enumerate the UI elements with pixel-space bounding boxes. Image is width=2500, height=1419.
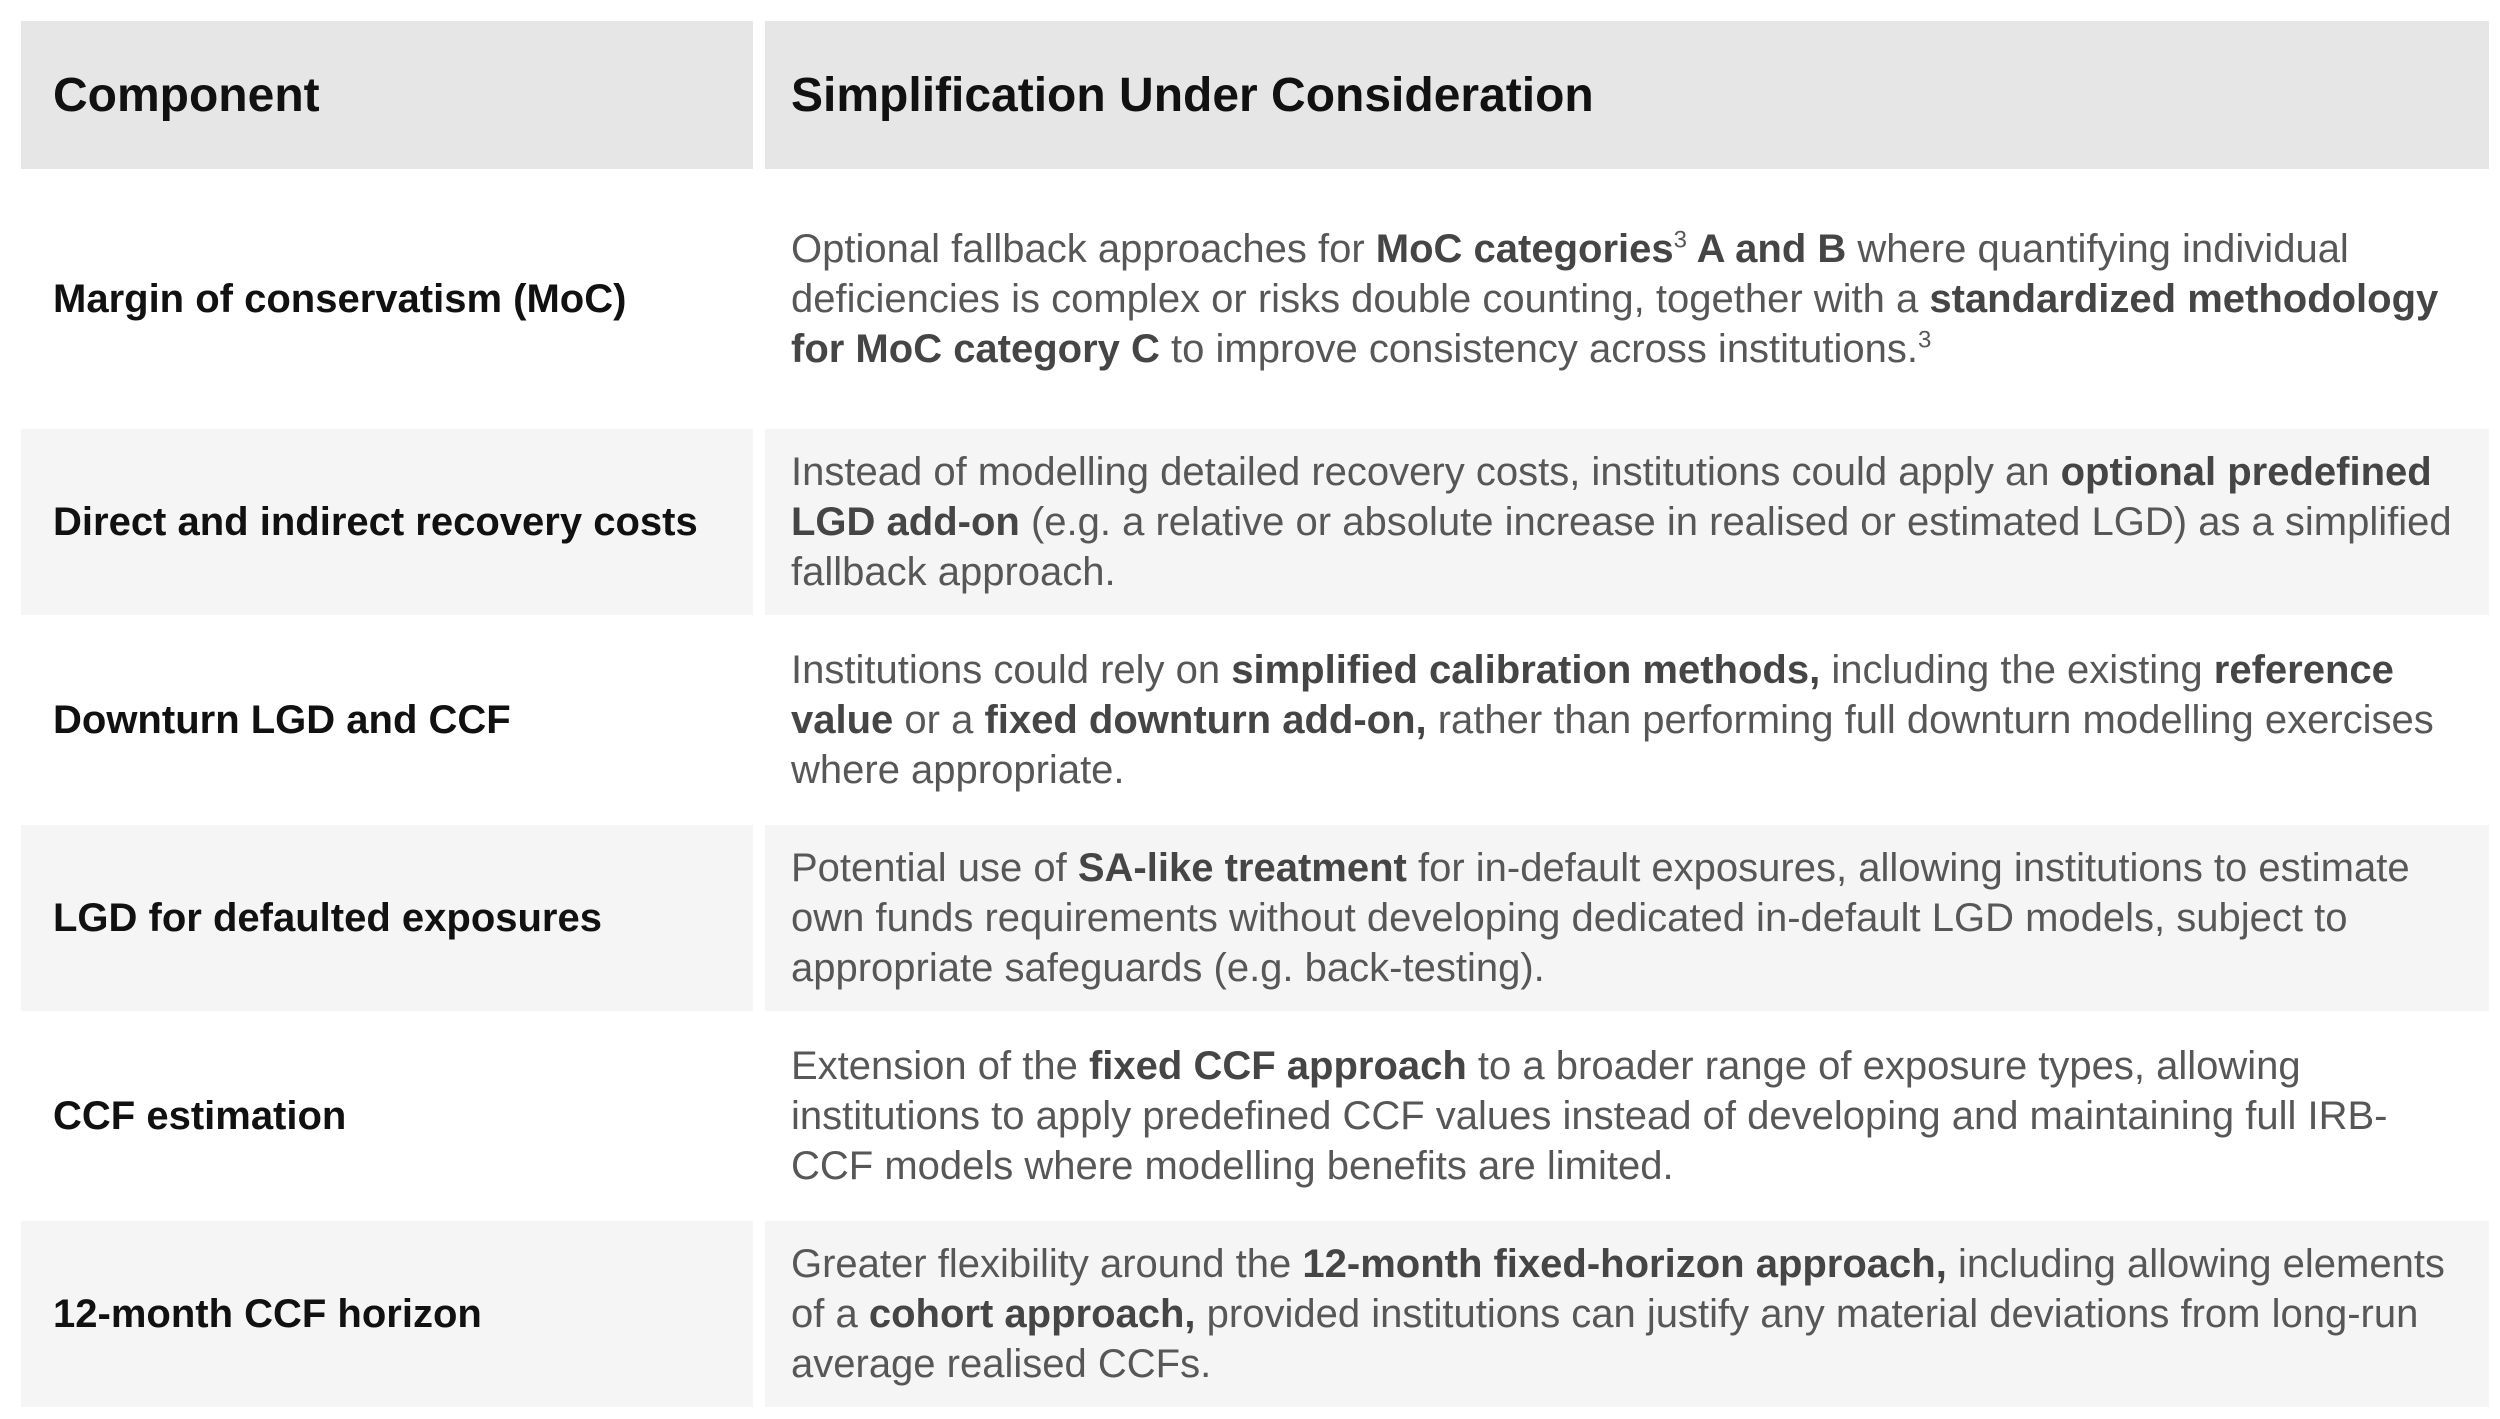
body-text: rather than performing full downturn modelling exercises where appropriate.: [791, 698, 2434, 792]
component-label: LGD for defaulted exposures: [53, 896, 602, 940]
body-text: or a: [893, 698, 985, 742]
emphasis-text: simplified calibration methods,: [1231, 648, 1821, 692]
body-text: including allowing elements of a: [791, 1242, 2445, 1336]
body-text: provided institutions can justify any material deviations from long-run average realised CCFs.: [791, 1292, 2419, 1386]
body-text: Institutions could rely on: [791, 648, 1232, 692]
emphasis-text: A and B: [1687, 227, 1847, 271]
table-row: [21, 429, 2489, 615]
emphasis-text: cohort approach,: [868, 1292, 1196, 1336]
simplification-text: [791, 224, 2459, 374]
table-header-row: [21, 21, 2489, 169]
emphasis-text: standardized methodology for MoC category C: [791, 277, 2439, 371]
body-text: Instead of modelling detailed recovery costs, institutions could apply an: [791, 450, 2061, 494]
body-text: Optional fallback approaches for: [791, 227, 1376, 271]
simplification-text: [791, 1239, 2459, 1389]
simplification-text: [791, 447, 2459, 597]
footnote-ref: 3: [1918, 326, 1932, 354]
body-text: including the existing: [1820, 648, 2214, 692]
component-label: Direct and indirect recovery costs: [53, 500, 698, 544]
footnote-ref: 3: [1673, 226, 1688, 254]
body-text: Extension of the: [791, 1044, 1089, 1088]
simplification-text: [791, 1041, 2459, 1191]
body-text: Greater flexibility around the: [791, 1242, 1303, 1286]
component-label: 12-month CCF horizon: [53, 1292, 482, 1336]
table-row: [21, 627, 2489, 813]
emphasis-text: MoC categories: [1375, 227, 1674, 271]
simplification-text: [791, 645, 2459, 795]
body-text: where quantifying individual deficiencies is complex or risks double counting, together with a: [791, 227, 2349, 321]
component-label: CCF estimation: [53, 1094, 347, 1138]
body-text: to improve consistency across institutions.: [1159, 327, 1919, 371]
emphasis-text: fixed CCF approach: [1088, 1044, 1467, 1088]
header-component: Component: [21, 21, 753, 169]
simplification-text: [791, 843, 2459, 993]
body-text: to a broader range of exposure types, allowing institutions to apply predefined CCF values instead of developing and maintaining full IRB-CCF models where modelling benefits are limited.: [791, 1044, 2388, 1188]
header-simplification: Simplification Under Consideration: [765, 21, 2489, 169]
emphasis-text: optional predefined LGD add-on: [791, 450, 2432, 544]
emphasis-text: fixed downturn add-on,: [984, 698, 1427, 742]
emphasis-text: SA-like treatment: [1077, 846, 1407, 890]
emphasis-text: 12-month fixed-horizon approach,: [1302, 1242, 1947, 1286]
component-label: Margin of conservatism (MoC): [53, 277, 627, 321]
table-row: [21, 181, 2489, 417]
table-row: [21, 1221, 2489, 1407]
component-label: Downturn LGD and CCF: [53, 698, 511, 742]
body-text: for in-default exposures, allowing institutions to estimate own funds requirements without developing dedicated in-default LGD models, subject to appropriate safeguards (e.g. back-testing).: [791, 846, 2410, 990]
body-text: Potential use of: [791, 846, 1078, 890]
body-text: (e.g. a relative or absolute increase in realised or estimated LGD) as a simplified fallback approach.: [791, 500, 2452, 594]
simplifications-table: [21, 21, 2489, 1419]
table-row: [21, 1023, 2489, 1209]
emphasis-text: reference value: [791, 648, 2394, 742]
table-row: [21, 825, 2489, 1011]
